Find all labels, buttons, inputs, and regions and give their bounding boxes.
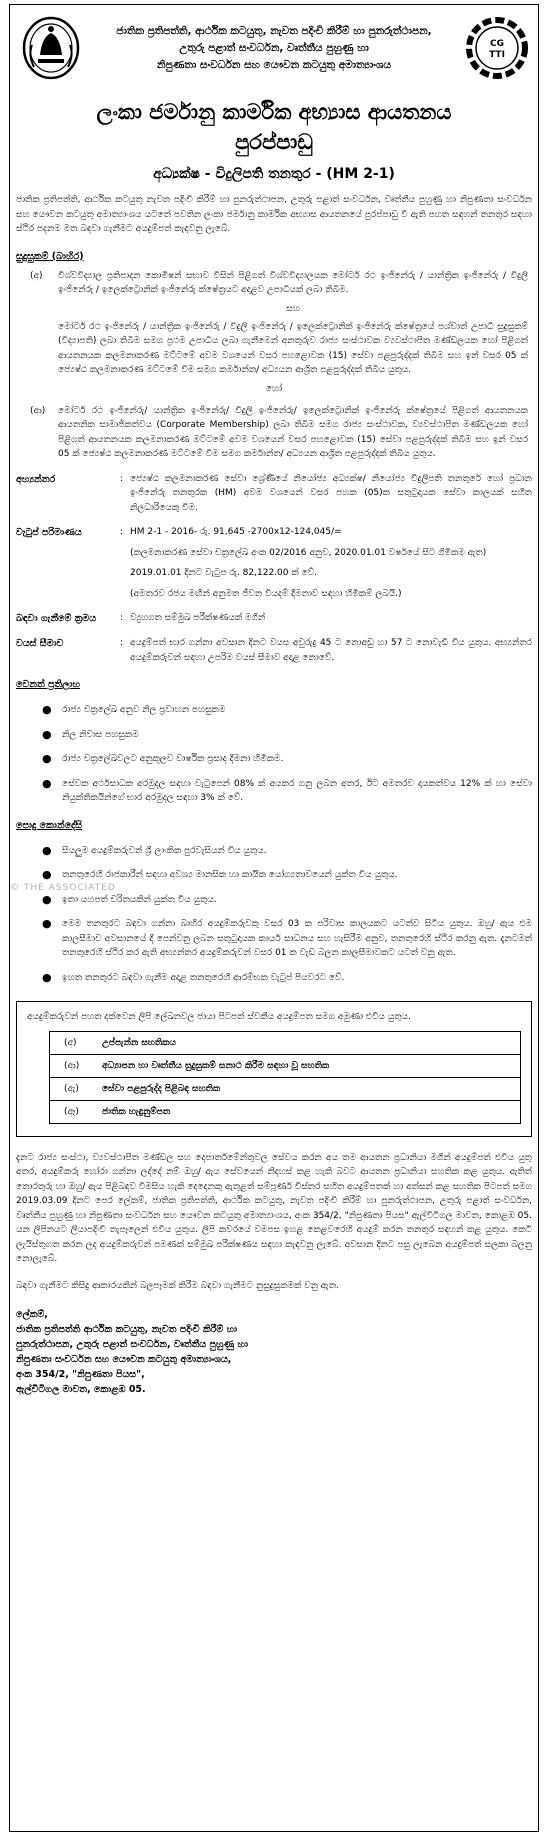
documents-box <box>16 1001 532 1137</box>
qualification-a1: විශ්වවිද්‍යාල ප්‍රතිපාදන කොමිෂන් සභාව විසින් පිළිගත් විශ්වවිද්‍යාලයක මෝටර් රථ ඉංජිනේරු / යාන්ත්‍රික ඉංජිනේරු / විදුලි ඉංජිනේරු / ඉලෙක්ට්‍රොනික් ඉංජිනේරු ක්ෂේත්‍රයට අදාළව උපාධියක් ලබා තිබීම. <box>58 270 528 295</box>
list-item: ● තනතුරෙහි රාජකාරීන් සඳහා අවශ්‍ය මානසික හා කායික යෝග්‍යතාවයෙන් යුක්ත විය යුතුය. <box>42 868 398 881</box>
conditions-list <box>16 844 532 986</box>
list-item: ● මෙම තනතුරට බඳවා ගන්නා බාහිර අයදුම්කරුවකු වසර 03 ක පරිවාස කාලයකට යටත්ව සිටිය යුතුය. ඔහු/ ඇය එම කාලසීමාව අවසානයේ දී පෙන්වනු ලබන සතුටුදායක කාර්ය සාධනය සහ හැසිරීම අනුව, තනතුරෙහි ස්ථිර කරනු ඇත. දැනටමත් තනතුරෙහි ස්ථිර කර ඇති අභ්‍යන්තර අයදුම්කරුවන් වසර 01 ක වැඩ බලන කාලසීමාවකට යටත් වනු ඇත. <box>42 917 532 961</box>
canvassing-warning: බඳවා ගැනීමට කිසිදු ආකාරයකින් බලපෑමක් කිරීම බඳවා ගැනීමට නුසුදුසුකමක් වනු ඇත. <box>16 1280 339 1291</box>
cgtti-logo-text-top: CG <box>490 39 504 49</box>
recruitment-label: බඳවා ගැනීමේ ක්‍රමය <box>16 613 97 624</box>
intro-paragraph: ජාතික ප්‍රතිපත්ති, ආර්ථික කටයුතු නැවත පදිංචි කිරීම් හා පුනරුත්ථාපන, උතුරු පළාත් සංවර්ධන, වෘත්තීය පුහුණු හා නිපුණතා සංවර්ධන සහ යෞවන කටයුතු අමාත්‍යාංශය යටතේ පවතින ලංකා ජර්මානු කාර්මික අභ්‍යාස ආයතනයේ පුරප්පාඩු වී ඇති පහත සඳහන් තනතුර සඳහා ස්ථිර පදනම මත බඳවා ගැනීමට අයදුම්පත් කැඳවනු ලැබේ. <box>16 195 532 234</box>
salary-current: 2019.01.01 දිනට වැටුප රු. 82,122.00 ක් වේ. <box>130 568 317 578</box>
benefits-list <box>16 703 532 806</box>
list-item: (අ) උප්පැන්න සහතිකය <box>49 1031 521 1054</box>
salary-scale: HM 2-1 - 2016- රු. 91,645 -2700x12-124,045/= <box>130 527 342 537</box>
qualification-b1: මෝටර් රථ ඉංජිනේරු/ යාන්ත්‍රික ඉංජිනේරු/ විදුලි ඉංජිනේරු/ ඉලෙක්ට්‍රොනික් ඉංජිනේරු ක්ෂේත්‍රයේ පිළිගත් ආයතනයක ආයතනික සාමාජිකත්වය (Corporate Membership) ලබා තිබීම සමග රාජ්‍ය සංස්ථාවක, ව්‍යවස්ථාපිත මණ්ඩලයක හෝ පිළිගත් ආයතනයක කලමනාකරණ මට්ටමේ අවම වශයෙන් වසර පහළොවක (15) සේවා පළපුරුද්දක් තිබීම සහ ඉන් වසර 05 ක් ජ්‍යෙෂ්ඨ කලමනාකරණ මට්ටමේ විම සමග කර්මාන්ත/ අධ්‍යයන ආශ්‍රිත පළපුරුද්දක් තිබිය යුතුය. <box>58 405 528 459</box>
list-item: (ඈ) ජාතික හැඳුනුම්පත <box>49 1100 521 1124</box>
ministry-line: උතුරු පළාත් සංවර්ධන, වෘත්තීය පුහුණු හා <box>179 41 369 54</box>
advertisement-page <box>9 4 539 1832</box>
closing-section <box>16 1151 532 1294</box>
qualification-a <box>16 269 532 378</box>
qualification-b-label: (ආ) <box>30 405 46 416</box>
signature-line: පුනරුත්ථාපන, උතුරු පළාත් සංවර්ධන, වෘත්තීය පුහුණු හා <box>16 1339 248 1350</box>
age-row: වයස් සීමාව : අයදුම්පත් භාර ගන්නා අවසාන දිනට වයස අවුරුදු 45 ට නොඅඩු හා 57 ට නොවැඩි විය යුතුය. අභ්‍යන්තර අයදුම්කරුවන් සඳහා උපරිම වයස් සීමාව අදාළ නොවේ. <box>16 636 532 665</box>
bullet-icon: ● <box>42 727 52 741</box>
age-text: අයදුම්පත් භාර ගන්නා අවසාන දිනට වයස අවුරුදු 45 ට නොඅඩු හා 57 ට නොවැඩි විය යුතුය. අභ්‍යන්තර අයදුම්කරුවන් සඳහා උපරිම වයස් සීමාව අදාළ නොවේ. <box>130 638 532 663</box>
qualification-a-label: (අ) <box>30 270 43 281</box>
documents-list <box>27 1031 521 1124</box>
ministry-line: නිපුණතා සංවර්ධන සහ යෞවන කටයුතු අමාත්‍යාංශය <box>156 58 392 71</box>
salary-note-1: (කලමනාකරණ සේවා චක්‍රලේඛ අංක 02/2016 අනුව, 2020.01.01 වර්ෂයේ සිට ගිමිකම ඇත) <box>130 547 487 558</box>
bullet-icon: ● <box>42 868 52 881</box>
bullet-icon: ● <box>42 776 52 790</box>
documents-intro: අයදුම්කරුවන් පහත දක්වෙන ලිපි ලේඛනවල ජායා පිටපත් ස්වකීය අයදුම්පත සමග අමුණා එවිය යුතුය. <box>27 1012 411 1022</box>
age-label: වයස් සීමාව <box>16 638 64 649</box>
salary-note-2: (අමතරව රජය මඟින් අනුමත ජීවන වියදම් දීමනාව සඳහා හිමිකම් ලබයි.) <box>130 588 402 599</box>
list-item: ● රාජ්‍ය චක්‍රලේඛ අනුව නිල ප්‍රවාහන පහසුකම <box>42 703 226 716</box>
salary-label: වැටුප් පරිමාණය <box>16 527 82 538</box>
list-item: ● රාජ්‍ය චක්‍රලේඛවලට අනුකූලව වාර්ෂික ප්‍රසාද දීමනා හිමිකම. <box>42 752 284 765</box>
benefits-heading: වෙනත් ප්‍රතිලාභ <box>16 679 81 690</box>
qualifications-heading: සුදුසුකම් (බාහිර) <box>16 250 84 262</box>
conditions-heading: පොදු කොන්දේසි <box>16 819 83 831</box>
list-item: ● නිල නිවාස පහසුකම <box>42 727 139 741</box>
list-item: ● සියලුම අයදුම්කරුවන් ශ්‍රී ලාංකික පුරවැසියන් විය යුතුය. <box>42 843 267 857</box>
cgtti-logo-icon <box>462 13 532 83</box>
ministry-line: ජාතික ප්‍රතිපත්ති, ආර්ථික කටයුතු, නැවත පදිංචි කිරීම් හා පුනරුත්ථාපන, <box>116 24 432 37</box>
signature-line: ලේකම්, <box>16 1309 48 1320</box>
signature-line: ජාතික ප්‍රතිපත්ති ආර්ථික කටයුතු, නැවත පදිංචි කිරීම් හා <box>16 1324 238 1335</box>
list-item: ● ඉතා යහපත් චරිතයකින් යුක්ත විය යුතුය. <box>42 892 217 906</box>
bullet-icon: ● <box>42 917 52 930</box>
experience-row: අභ්‍යන්තර : ජ්‍යෙෂ්ඨ කලමනාකරණ සේවා ශ්‍රේණියේ නියෝජ්‍ය අධ්‍යක්ෂ/ නියෝජ්‍ය විදුලිපති තනතුරේ හෝ ප්‍රධාන ඉංජිනේරු තනතුරක (HM) අවම වශයෙන් වසර පහක (05)ක සතුටුදායක සේවා කාලයක් සහිත නිලධාරියෙකු විම. <box>16 472 532 516</box>
qualification-b <box>16 404 532 462</box>
sri-lanka-emblem-icon <box>16 13 86 83</box>
vacancies-heading: පුරප්පාඩු <box>235 130 313 154</box>
signature-line: ඇල්විටිගල මාවත, කොළඹ 05. <box>16 1384 146 1395</box>
connector-or: හෝ <box>265 383 283 394</box>
salary-row: වැටුප් පරිමාණය : HM 2-1 - 2016- රු. 91,645 -2700x12-124,045/= (කලමනාකරණ සේවා චක්‍රලේඛ අංක 02/2016 අනුව, 2020.01.01 වර්ෂයේ සිට ගිමිකම ඇත) 2019.01.01 දිනට වැටුප රු. 82,122.00 ක් වේ. (අමතරව රජය මඟින් අනුමත ජීවන වියදම් දීමනාව සඳහා හිමිකම් ලබයි.) <box>16 525 532 601</box>
experience-text: ජ්‍යෙෂ්ඨ කලමනාකරණ සේවා ශ්‍රේණියේ නියෝජ්‍ය අධ්‍යක්ෂ/ නියෝජ්‍ය විදුලිපති තනතුරේ හෝ ප්‍රධාන ඉංජිනේරු තනතුරක (HM) අවම වශයෙන් වසර පහක (05)ක සතුටුදායක සේවා කාලයක් සහිත නිලධාරියෙකු විම. <box>130 473 532 513</box>
watermark: © THE ASSOCIATED <box>10 883 116 893</box>
signature-line: අංක 354/2, "නිපුණතා පියස", <box>16 1369 145 1380</box>
list-item: ● සේවක අර්ථසාධක අරමුදල සඳහා වැටුපෙන් 08% ක් අයකර ගනු ලබන අතර, ඊට අමතරව දායකත්වය 12% ක් හා සේවා නියුක්තිකයින්ගේ භාර අරමුදල සඳහා 3% ක් වේ. <box>42 777 532 806</box>
bullet-icon: ● <box>42 703 52 716</box>
institute-title: ලංකා ජර්මානු කාර්මික අභ්‍යාස ආයතනය <box>96 100 452 124</box>
experience-label: අභ්‍යන්තර <box>16 473 56 485</box>
header <box>16 5 532 91</box>
recruitment-row: බඳවා ගැනීමේ ක්‍රමය : ව්‍යුහගත සම්මුඛ පරීක්ෂණයක් මගින් <box>16 611 532 626</box>
post-title: අධ්‍යක්ෂ - විදුලිපති තනතුර - (HM 2-1) <box>153 166 395 182</box>
list-item: (ආ) අධ්‍යාපන හා වෘත්තීය සුදුසුකම් සනාථ කිරීම සඳහා වූ සහතික <box>49 1054 521 1077</box>
connector-and: සහ <box>286 303 300 314</box>
application-instructions: දැනට රාජ්‍ය සංස්ථා, ව්‍යවස්ථාපිත මණ්ඩල සහ දෙපාර්තමේන්තුවල සේවය කරන අය තම ආයතන ප්‍රධානියා මගින් අයදුම්පත් එවිය යුතු අතර, අයදුම්කරු හෝරා ගන්නා ලද්දේ නම් ඔහු/ ඇය සේවයෙන් නිදහස් කළ හැකි බවට ආයතන ප්‍රධානියා සහතික කළ යුතුය. ඇතිත් තොරතුරු හා ඔහු/ ඇය පිළිබඳව විමසිය හැකි දෙදෙනකු ඇතුළත් සම්පූර්ණ විස්තර සහිත අයදුම්පතක් හා අත්සන් කළ සහතික පිටපත් සමග 2019.03.09 දිනට පෙර ලේකම්, ජාතික ප්‍රතිපත්ති, ආර්ථික කටයුතු, නැවත පදිංචි කිරීම් හා පුනරුත්ථාපන, උතුරු පළාත් සංවර්ධන, වෘත්තීය පුහුණු හා නිපුණතා සංවර්ධන සහ යෞවන කටයුතු අමාත්‍යාංශය, අංක 354/2, "නිපුණතා පියස" ඇල්විටිගල මාවත, කොළඹ 05. යන ලිපිනයට ලියාපදිංචි තැපෑලෙන් එවිය යුතුය. ලිපි කවරයේ වමපස ඉහළ කෙළවරෙහි අයදුම් කරන තනතුර සඳහන් කළ යුතුය. කෙටි ලැයිස්තුගත කරන ලද අයදුම්කරුවන් පමණක් සම්මුඛ පරීක්ෂණය සඳහා කැඳවනු ලැබේ. අවසාන දිනට පසු ලැබෙන අයදුම්පත් සලකා බලනු නොලැබේ. <box>16 1152 532 1264</box>
bullet-icon: ● <box>42 843 52 857</box>
bullet-icon: ● <box>42 970 52 984</box>
ministry-name <box>86 23 462 74</box>
bullet-icon: ● <box>42 892 52 906</box>
list-item: (ඇ) සේවා පළපුරුද්ද පිළිබඳ සහතික <box>49 1077 521 1100</box>
bullet-icon: ● <box>42 752 52 765</box>
signature-block <box>16 1307 532 1397</box>
signature-line: නිපුණතා සංවර්ධන සහ යෞවන කටයුතු අමාත්‍යාංශය, <box>16 1354 232 1365</box>
cgtti-logo-text-bottom: TTI <box>489 50 505 60</box>
recruitment-text: ව්‍යුහගත සම්මුඛ පරීක්ෂණයක් මගින් <box>130 613 266 623</box>
qualification-a2: මෝටර් රථ ඉංජිනේරු / යාන්ත්‍රික ඉංජිනේරු / විදුලි ඉංජිනේරු / ඉලෙක්ට්‍රොනික් ඉංජිනේරු ක්ෂේත්‍රයේ පශ්චාත් උපාධි සුදුසුකම් (විද්‍යාපති) ලබා තිබීම සමග ප්‍රථම උපාධිය ලබා ගැනීමෙන් අනතුරුව රාජ්‍ය සංස්ථාවක ව්‍යවස්ථාපිත මණ්ඩලයක හෝ පිළිගත් ආයතනයක කලමනාකරණ මට්ටමේ අවම වශයෙන් වසර පහළොවක (15) සේවා පළපුරුද්දක් තිබීම සහ ඉන් වසර 05 ක් ජ්‍යෙෂ්ඨ කලමනාකරණ මට්ටමේ විම සමග කර්මාන්ත/ අධ්‍යයන ආශ්‍රිත පළපුරුද්දක් තිබිය යුතුය. <box>58 321 528 375</box>
list-item: ● ඉහත තනතුරට බඳවා ගැනීම අදාළ තනතුරෙහි ආරම්භක වැටුප් පියවරට වේ. <box>42 970 345 984</box>
